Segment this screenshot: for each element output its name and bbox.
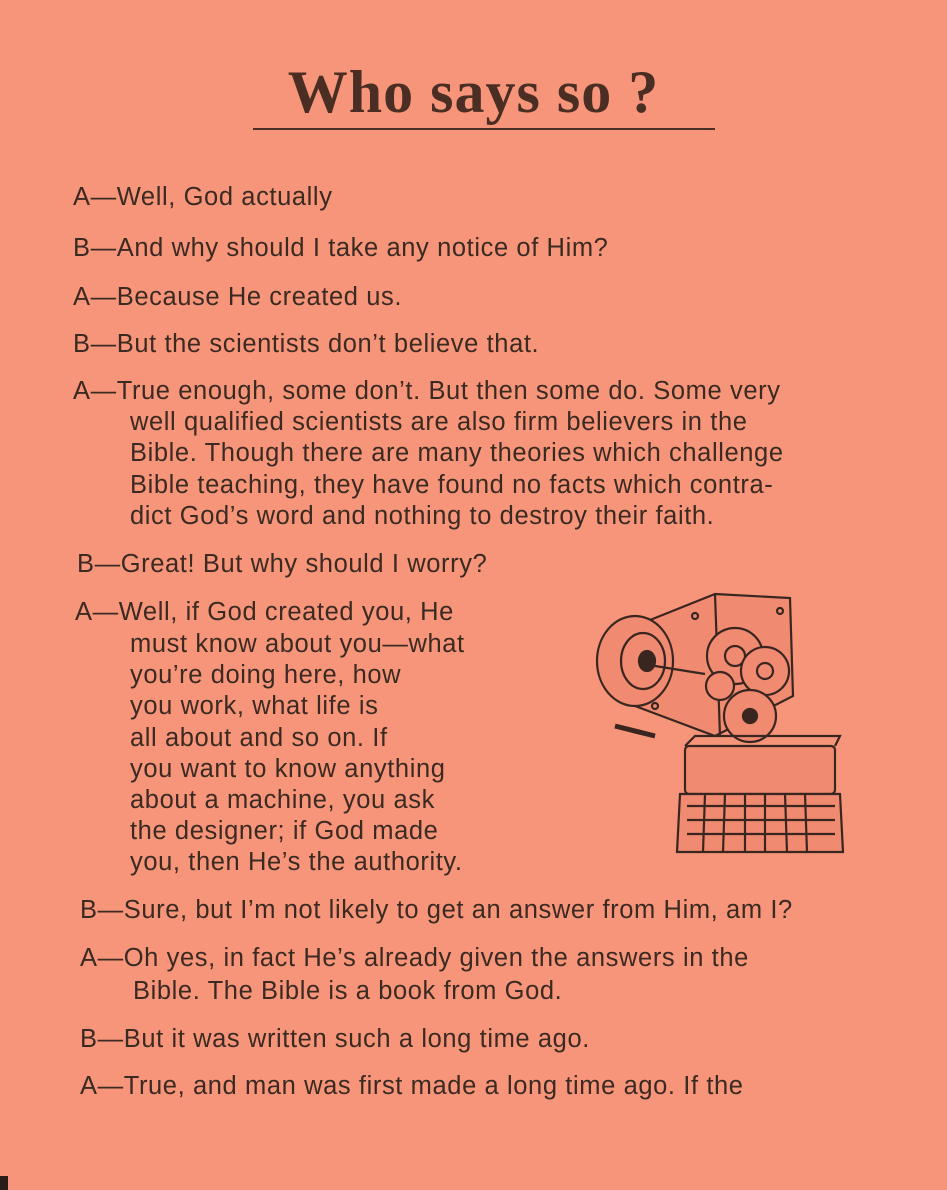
machine-illustration-icon bbox=[595, 586, 845, 861]
dialogue-continuation: all about and so on. If bbox=[130, 724, 388, 752]
dialogue-line: A—Well, God actually bbox=[73, 183, 333, 211]
dialogue-line: A—Because He created us. bbox=[73, 283, 403, 311]
dialogue-line: B—But it was written such a long time ago. bbox=[80, 1025, 590, 1053]
dialogue-continuation: you’re doing here, how bbox=[130, 661, 402, 689]
dialogue-line: A—Well, if God created you, He bbox=[75, 598, 454, 626]
dialogue-continuation: the designer; if God made bbox=[130, 817, 439, 845]
dialogue-line: B—But the scientists don’t believe that. bbox=[73, 330, 540, 358]
dialogue-continuation: Bible teaching, they have found no facts which contra- bbox=[130, 471, 774, 499]
dialogue-continuation: Bible. Though there are many theories which challenge bbox=[130, 439, 784, 467]
dialogue-continuation: must know about you—what bbox=[130, 630, 465, 658]
dialogue-line: B—And why should I take any notice of Him? bbox=[73, 234, 609, 262]
dialogue-continuation: dict God’s word and nothing to destroy their faith. bbox=[130, 502, 715, 530]
dialogue-continuation: well qualified scientists are also firm believers in the bbox=[130, 408, 748, 436]
dialogue-line: B—Sure, but I’m not likely to get an answer from Him, am I? bbox=[80, 896, 793, 924]
dialogue-continuation: Bible. The Bible is a book from God. bbox=[133, 977, 563, 1005]
dialogue-line: A—True, and man was first made a long time ago. If the bbox=[80, 1072, 744, 1100]
dialogue-continuation: you work, what life is bbox=[130, 692, 379, 720]
page-title: Who says so ? bbox=[287, 59, 660, 125]
title-underline bbox=[253, 128, 715, 130]
scan-edge-mark bbox=[0, 1176, 8, 1190]
dialogue-continuation: you, then He’s the authority. bbox=[130, 848, 463, 876]
dialogue-continuation: you want to know anything bbox=[130, 755, 446, 783]
dialogue-line: A—Oh yes, in fact He’s already given the answers in the bbox=[80, 944, 749, 972]
dialogue-line: B—Great! But why should I worry? bbox=[77, 550, 488, 578]
dialogue-continuation: about a machine, you ask bbox=[130, 786, 435, 814]
dialogue-line: A—True enough, some don’t. But then some do. Some very bbox=[73, 377, 781, 405]
